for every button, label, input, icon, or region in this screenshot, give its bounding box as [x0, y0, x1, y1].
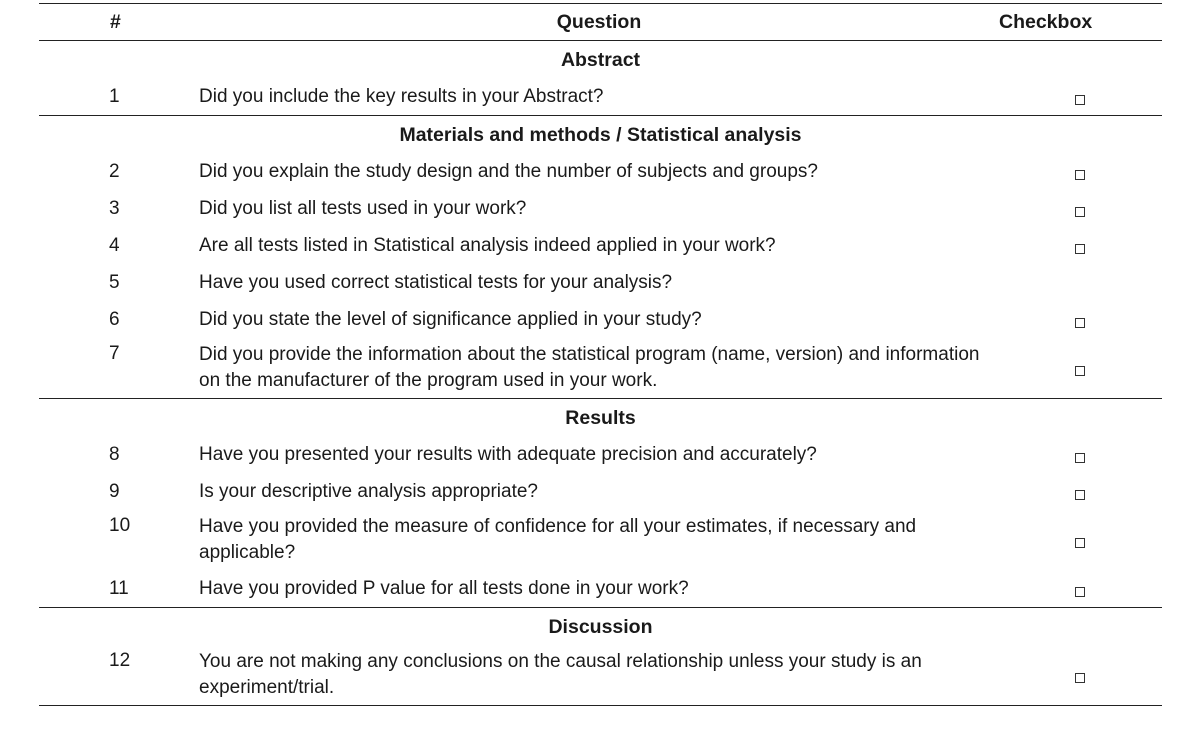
checkbox-square-icon[interactable]	[1075, 95, 1085, 105]
header-number: #	[39, 4, 199, 41]
row-checkbox-cell	[999, 570, 1162, 608]
checkbox-square-icon[interactable]	[1075, 538, 1085, 548]
row-number: 4	[109, 234, 120, 256]
table-row	[39, 570, 1162, 608]
table-row	[39, 338, 1162, 399]
header-question: Question	[199, 4, 999, 41]
row-number: 12	[39, 645, 199, 706]
section-header-row	[39, 116, 1162, 154]
section-title: Discussion	[39, 608, 1162, 646]
checkbox-square-icon[interactable]	[1075, 318, 1085, 328]
row-question: Have you provided the measure of confidence for all your estimates, if necessary and applicable?	[199, 516, 917, 563]
row-question: Are all tests listed in Statistical analysis indeed applied in your work?	[199, 234, 776, 256]
checkbox-square-icon[interactable]	[1075, 244, 1085, 254]
row-number: 11	[39, 570, 199, 608]
checkbox-square-icon[interactable]	[1075, 673, 1085, 683]
table-row	[39, 301, 1162, 338]
row-checkbox-cell	[999, 153, 1162, 190]
row-question: Have you provided P value for all tests done in your work?	[199, 570, 999, 608]
row-question: Have you used correct statistical tests for your analysis?	[199, 271, 673, 293]
row-question: Did you explain the study design and the number of subjects and groups?	[199, 160, 818, 182]
checkbox-square-icon[interactable]	[1075, 490, 1085, 500]
table-row	[39, 78, 1162, 116]
row-number: 5	[109, 271, 120, 293]
row-number: 6	[109, 308, 120, 330]
row-checkbox-cell	[999, 645, 1162, 706]
table-body	[39, 41, 1162, 706]
row-number: 1	[39, 78, 199, 116]
row-number: 9	[109, 480, 120, 502]
header-checkbox: Checkbox	[999, 4, 1162, 41]
row-question: Did you state the level of significance applied in your study?	[199, 308, 702, 330]
row-checkbox-cell	[999, 190, 1162, 227]
row-question: Did you list all tests used in your work?	[199, 197, 527, 219]
checkbox-square-icon[interactable]	[1075, 170, 1085, 180]
row-number: 10	[109, 515, 131, 536]
table-row	[39, 190, 1162, 227]
row-question: Is your descriptive analysis appropriate?	[199, 480, 539, 502]
section-header-row	[39, 399, 1162, 437]
section-title: Results	[39, 399, 1162, 437]
row-checkbox-cell	[999, 78, 1162, 116]
row-checkbox-cell	[999, 473, 1162, 510]
table-row	[39, 510, 1162, 570]
row-checkbox-cell	[999, 338, 1162, 399]
checklist-table	[39, 3, 1162, 706]
table-header-row	[39, 4, 1162, 41]
row-checkbox-cell	[999, 301, 1162, 338]
table-row	[39, 473, 1162, 510]
table-row	[39, 264, 1162, 301]
row-checkbox-cell	[999, 436, 1162, 473]
checklist-table-container	[39, 3, 1162, 706]
row-number: 3	[109, 197, 120, 219]
row-question: You are not making any conclusions on the causal relationship unless your study is an experiment/trial.	[199, 645, 999, 706]
table-row	[39, 436, 1162, 473]
row-question: Did you provide the information about the statistical program (name, version) and information on the manufacturer of the program used in your work.	[199, 338, 999, 399]
table-row	[39, 227, 1162, 264]
checkbox-square-icon[interactable]	[1075, 587, 1085, 597]
row-number: 7	[39, 338, 199, 399]
table-row	[39, 153, 1162, 190]
section-header-row	[39, 41, 1162, 79]
row-checkbox-cell	[999, 264, 1162, 301]
section-title: Materials and methods / Statistical analysis	[39, 116, 1162, 154]
checkbox-square-icon[interactable]	[1075, 453, 1085, 463]
section-title: Abstract	[560, 48, 641, 71]
section-header-row	[39, 608, 1162, 646]
checkbox-square-icon[interactable]	[1075, 366, 1085, 376]
row-checkbox-cell	[999, 510, 1162, 570]
row-question: Have you presented your results with adequate precision and accurately?	[199, 443, 817, 465]
row-checkbox-cell	[999, 227, 1162, 264]
row-number: 8	[109, 443, 120, 465]
row-number: 2	[109, 160, 120, 182]
checkbox-square-icon[interactable]	[1075, 207, 1085, 217]
row-question: Did you include the key results in your Abstract?	[199, 78, 999, 116]
table-row	[39, 645, 1162, 706]
